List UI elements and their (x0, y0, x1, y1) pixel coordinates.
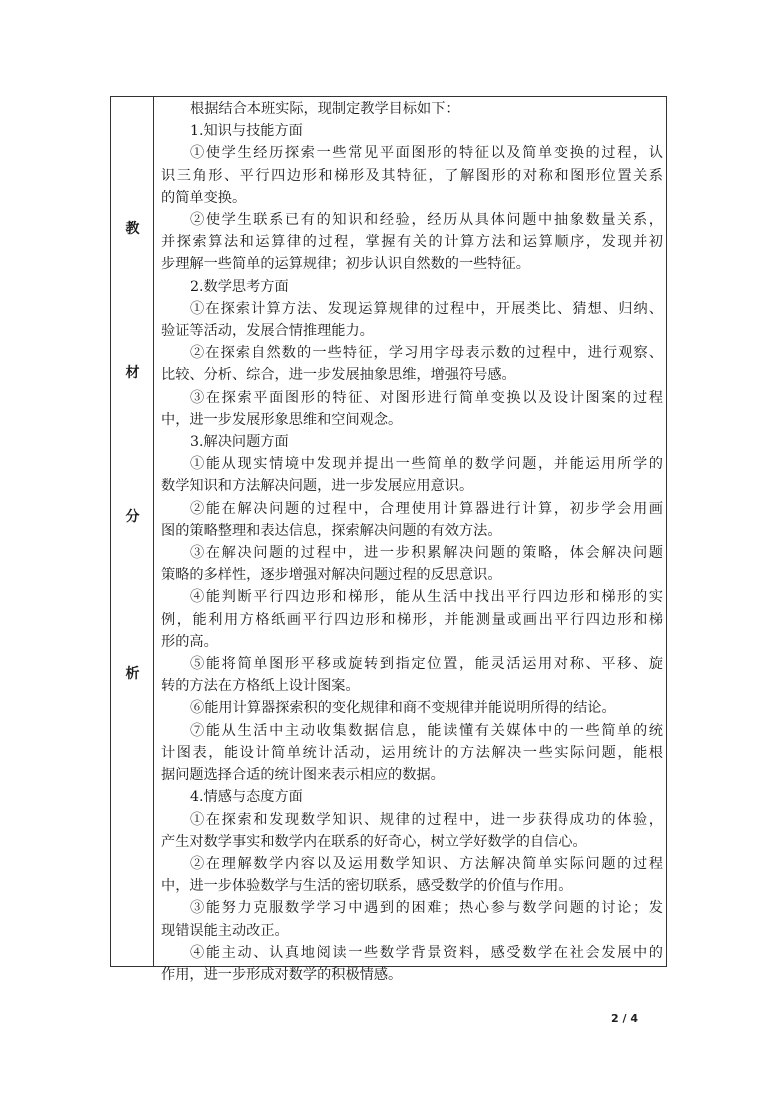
paragraph-line: 产生对数学事实和数学内在联系的好奇心，树立学好数学的自信心。 (161, 833, 587, 850)
paragraph-line: ①在探索和发现数学知识、规律的过程中，进一步获得成功的体验， (190, 811, 663, 828)
paragraph-line: 中，进一步发展形象思维和空间观念。 (161, 411, 403, 428)
paragraph-line: 中，进一步体验数学与生活的密切联系，感受数学的价值与作用。 (161, 878, 573, 895)
section-title: 3.解决问题方面 (190, 434, 289, 451)
paragraph-line: ①在探索计算方法、发现运算规律的过程中，开展类比、猜想、归纳、 (190, 300, 663, 317)
side-label-column (111, 97, 154, 966)
paragraph-line: ④能主动、认真地阅读一些数学背景资料，感受数学在社会发展中的 (190, 944, 663, 961)
paragraph-line: ②在探索自然数的一些特征，学习用字母表示数的过程中，进行观察、 (190, 345, 663, 362)
paragraph-line: ③在探索平面图形的特征、对图形进行简单变换以及设计图案的过程 (190, 389, 663, 406)
paragraph-line: 形的高。 (161, 633, 218, 650)
analysis-table (110, 96, 667, 983)
side-label-char: 材 (125, 365, 140, 381)
paragraph-line: ②在理解数学内容以及运用数学知识、方法解决简单实际问题的过程 (190, 855, 663, 872)
paragraph-line: 识三角形、平行四边形和梯形及其特征，了解图形的对称和图形位置关系 (161, 167, 663, 184)
side-label-char: 分 (125, 509, 140, 525)
paragraph-line: 策略的多样性，逐步增强对解决问题过程的反思意识。 (161, 567, 502, 584)
paragraph-line: ⑥能用计算器探索积的变化规律和商不变规律并能说明所得的结论。 (190, 700, 616, 717)
content-column (161, 97, 663, 986)
paragraph-line: 据问题选择合适的统计图来表示相应的数据。 (161, 767, 445, 784)
paragraph-line: ①能从现实情境中发现并提出一些简单的数学问题，并能运用所学的 (190, 456, 663, 473)
paragraph-line: 数学知识和方法解决问题，进一步发展应用意识。 (161, 478, 474, 495)
paragraph-line: 步理解一些简单的运算规律；初步认识自然数的一些特征。 (161, 256, 530, 273)
paragraph-line: ④能判断平行四边形和梯形，能从生活中找出平行四边形和梯形的实 (190, 589, 663, 606)
side-label-char: 析 (125, 666, 140, 682)
page-number: 2 / 4 (611, 1012, 638, 1025)
paragraph-line: ③在解决问题的过程中，进一步积累解决问题的策略，体会解决问题 (190, 545, 663, 562)
paragraph-line: 现错误能主动改正。 (161, 922, 289, 939)
paragraph-line: 图的策略整理和表达信息，探索解决问题的有效方法。 (161, 522, 502, 539)
paragraph-line: ⑤能将简单图形平移或旋转到指定位置，能灵活运用对称、平移、旋 (190, 656, 663, 673)
paragraph-line: ②使学生联系已有的知识和经验，经历从具体问题中抽象数量关系， (190, 212, 663, 229)
paragraph-line: 并探索算法和运算律的过程，掌握有关的计算方法和运算顺序，发现并初 (161, 234, 663, 251)
section-title: 2.数学思考方面 (190, 278, 289, 295)
paragraph-line: 计图表，能设计简单统计活动，运用统计的方法解决一些实际问题，能根 (161, 744, 663, 761)
paragraph-line: 的简单变换。 (161, 189, 247, 206)
paragraph-line: 例，能利用方格纸画平行四边形和梯形，并能测量或画出平行四边形和梯 (161, 611, 663, 628)
paragraph-line: 转的方法在方格纸上设计图案。 (161, 678, 360, 695)
paragraph-line: 作用，进一步形成对数学的积极情感。 (161, 966, 403, 983)
section-title: 1.知识与技能方面 (190, 123, 303, 140)
paragraph-line: ⑦能从生活中主动收集数据信息，能读懂有关媒体中的一些简单的统 (190, 722, 663, 739)
side-label-char: 教 (125, 221, 140, 237)
paragraph-line: ①使学生经历探索一些常见平面图形的特征以及简单变换的过程，认 (190, 145, 663, 162)
section-title: 4.情感与态度方面 (190, 789, 303, 806)
paragraph-line: ②能在解决问题的过程中，合理使用计算器进行计算，初步学会用画 (190, 500, 663, 517)
paragraph-line: 比较、分析、综合，进一步发展抽象思维，增强符号感。 (161, 367, 516, 384)
paragraph-line: 验证等活动，发展合情推理能力。 (161, 323, 374, 340)
paragraph-line: ③能努力克服数学学习中遇到的困难；热心参与数学问题的讨论；发 (190, 900, 663, 917)
intro-line: 根据结合本班实际，现制定教学目标如下： (190, 101, 460, 117)
